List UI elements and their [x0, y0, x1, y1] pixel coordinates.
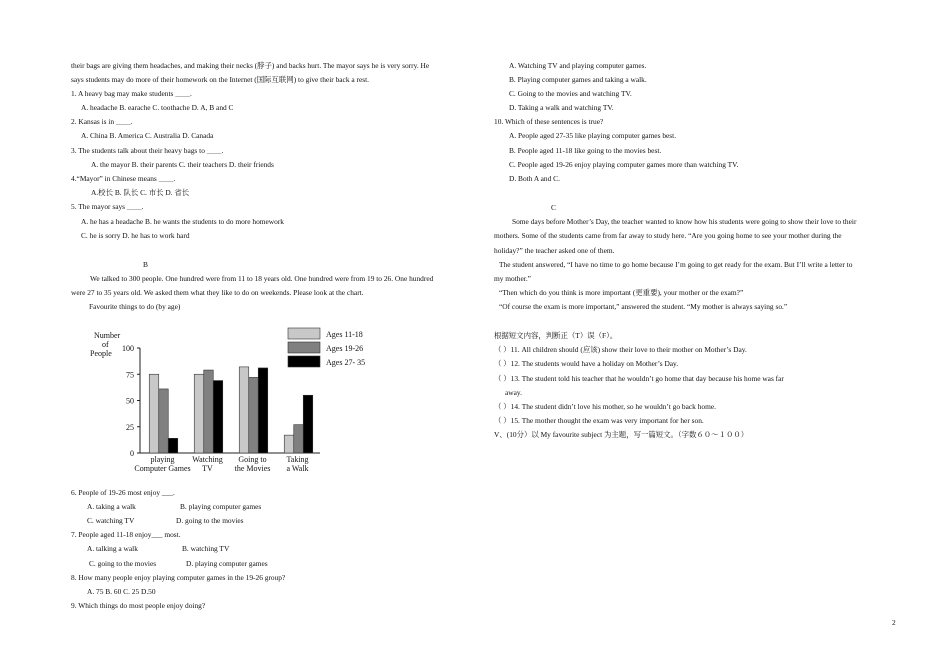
reading-a-line-2: says students may do more of their homework on the Internet (国际互联网) to give their back a rest. — [71, 75, 370, 84]
question-10-option-a: A. People aged 27-35 like playing computer games best. — [509, 131, 677, 140]
tf-item-14: （ ）14. The student didn’t love his mother, so he wouldn’t go back home. — [494, 402, 716, 411]
bar-chart — [80, 322, 400, 480]
tf-item-15: （ ）15. The mother thought the exam was very important for her son. — [494, 416, 704, 425]
section-b-paragraph-2: were 27 to 35 years old. We asked them what they like to do on weekends. Please look at the chart. — [71, 288, 364, 297]
legend-label: Ages 27- 35 — [326, 358, 366, 367]
y-tick-label: 0 — [130, 449, 134, 458]
tf-item-12: （ ）12. The students would have a holiday on Mother’s Day. — [494, 359, 679, 368]
y-tick-label: 75 — [126, 370, 134, 380]
question-7-option-a: A. talking a walk — [87, 544, 138, 553]
section-b-chart-caption: Favourite things to do (by age) — [89, 302, 181, 311]
tf-item-11: （ ）11. All children should (应该) show their love to their mother on Mother’s Day. — [494, 345, 747, 354]
question-1: 1. A heavy bag may make students ＿＿. — [71, 89, 192, 98]
question-1-options: A. headache B. earache C. toothache D. A, B and C — [81, 103, 234, 112]
bar — [284, 435, 294, 453]
question-3: 3. The students talk about their heavy bags to ＿＿. — [71, 146, 224, 155]
question-8: 8. How many people enjoy playing computer games in the 19-26 group? — [71, 573, 286, 582]
question-7-option-c: C. going to the movies — [89, 559, 157, 568]
question-10: 10. Which of these sentences is true? — [494, 117, 604, 126]
x-tick-label: TV — [202, 464, 213, 473]
legend-swatch — [288, 342, 320, 353]
legend-label: Ages 19-26 — [326, 344, 364, 353]
question-5: 5. The mayor says ＿＿. — [71, 202, 144, 211]
bar — [294, 425, 304, 453]
x-tick-label: Taking — [286, 455, 309, 464]
y-tick-label: 50 — [126, 396, 134, 406]
true-false-instruction: 根据短文内容，判断正（T）误（F）。 — [494, 331, 618, 340]
question-4-options: A.校长 B. 队长 C. 市长 D. 省长 — [91, 188, 190, 197]
question-10-option-b: B. People aged 11-18 like going to the movies best. — [509, 146, 662, 155]
bar — [213, 381, 223, 453]
question-3-options: A. the mayor B. their parents C. their teachers D. their friends — [91, 160, 274, 169]
section-c-paragraph-2-line-2: my mother.” — [494, 274, 531, 283]
section-c-paragraph-2-line-1: The student answered, “I have no time to go home because I’m going to get ready for the exam. But I’ll write a letter to — [499, 260, 853, 269]
question-7-option-d: D. playing computer games — [186, 559, 268, 568]
question-2-options: A. China B. America C. Australia D. Canada — [81, 131, 214, 140]
section-c-paragraph-1-line-1: Some days before Mother’s Day, the teacher wanted to know how his students were going to show their love to their — [512, 217, 857, 226]
legend-swatch — [288, 328, 320, 339]
bar — [258, 368, 268, 453]
bar — [303, 395, 313, 453]
y-axis-label-line-3: People — [90, 349, 112, 358]
question-2: 2. Kansas is in ＿＿. — [71, 117, 133, 126]
question-9-option-c: C. Going to the movies and watching TV. — [509, 89, 632, 98]
page-number: 2 — [892, 618, 896, 627]
tf-item-13: （ ）13. The student told his teacher that he wouldn’t go home that day because his home was far — [494, 374, 784, 383]
bar — [159, 389, 169, 453]
question-10-option-d: D. Both A and C. — [509, 174, 560, 183]
section-b-heading: B — [143, 260, 148, 269]
question-6-option-c: C. watching TV — [87, 516, 135, 525]
question-6-option-d: D. going to the movies — [176, 516, 244, 525]
question-9: 9. Which things do most people enjoy doing? — [71, 601, 206, 610]
section-c-heading: C — [551, 203, 556, 212]
y-axis-label-line-2: of — [102, 340, 109, 349]
x-tick-label: playing — [150, 455, 175, 464]
section-b-paragraph-1: We talked to 300 people. One hundred were from 11 to 18 years old. One hundred were from 19 to 26. One hundred — [90, 274, 434, 283]
x-tick-label: the Movies — [234, 464, 271, 473]
y-axis-label-line-1: Number — [94, 331, 121, 340]
legend-label: Ages 11-18 — [326, 330, 363, 339]
bar — [204, 370, 214, 453]
x-tick-label: Computer Games — [134, 464, 191, 473]
question-7: 7. People aged 11-18 enjoy___ most. — [71, 530, 181, 539]
y-tick-label: 100 — [122, 344, 134, 353]
question-9-option-b: B. Playing computer games and taking a walk. — [509, 75, 647, 84]
question-6: 6. People of 19-26 most enjoy ___. — [71, 488, 175, 497]
bar — [239, 367, 249, 453]
section-c-paragraph-1-line-2: mothers. Some of the students came from far away to study here. “Are you going home to see your mother during the — [494, 231, 842, 240]
tf-item-13-continued: away. — [505, 388, 522, 397]
x-tick-label: a Walk — [286, 464, 309, 473]
legend-swatch — [288, 356, 320, 367]
question-6-option-b: B. playing computer games — [180, 502, 262, 511]
reading-a-line-1: their bags are giving them headaches, and making their necks (脖子) and backs hurt. The mayor says he is very sorry. He — [71, 61, 430, 70]
question-9-option-a: A. Watching TV and playing computer games. — [509, 61, 647, 70]
question-5-options-2: C. he is sorry D. he has to work hard — [81, 231, 190, 240]
bar — [194, 374, 204, 453]
bar — [149, 374, 159, 453]
x-tick-label: Going to — [238, 455, 267, 464]
question-5-options-1: A. he has a headache B. he wants the students to do more homework — [81, 217, 284, 226]
section-c-paragraph-4: “Of course the exam is more important,” answered the student. “My mother is always saying so.” — [499, 302, 788, 311]
bar — [168, 438, 178, 453]
bar — [249, 377, 259, 453]
question-9-option-d: D. Taking a walk and watching TV. — [509, 103, 614, 112]
question-8-options: A. 75 B. 60 C. 25 D.50 — [87, 587, 156, 596]
x-tick-label: Watching — [192, 455, 223, 464]
writing-task: V、(10分）以 My favourite subject 为主题，写一篇短文。（字数６０～１００） — [494, 430, 749, 439]
y-tick-label: 25 — [126, 422, 134, 432]
section-c-paragraph-3: “Then which do you think is more important (更重要), your mother or the exam?” — [499, 288, 744, 297]
question-7-option-b: B. watching TV — [182, 544, 230, 553]
section-c-paragraph-1-line-3: holiday?” the teacher asked one of them. — [494, 246, 615, 255]
question-6-option-a: A. taking a walk — [87, 502, 136, 511]
question-10-option-c: C. People aged 19-26 enjoy playing computer games more than watching TV. — [509, 160, 739, 169]
question-4: 4.“Mayor” in Chinese means ＿＿. — [71, 174, 176, 183]
